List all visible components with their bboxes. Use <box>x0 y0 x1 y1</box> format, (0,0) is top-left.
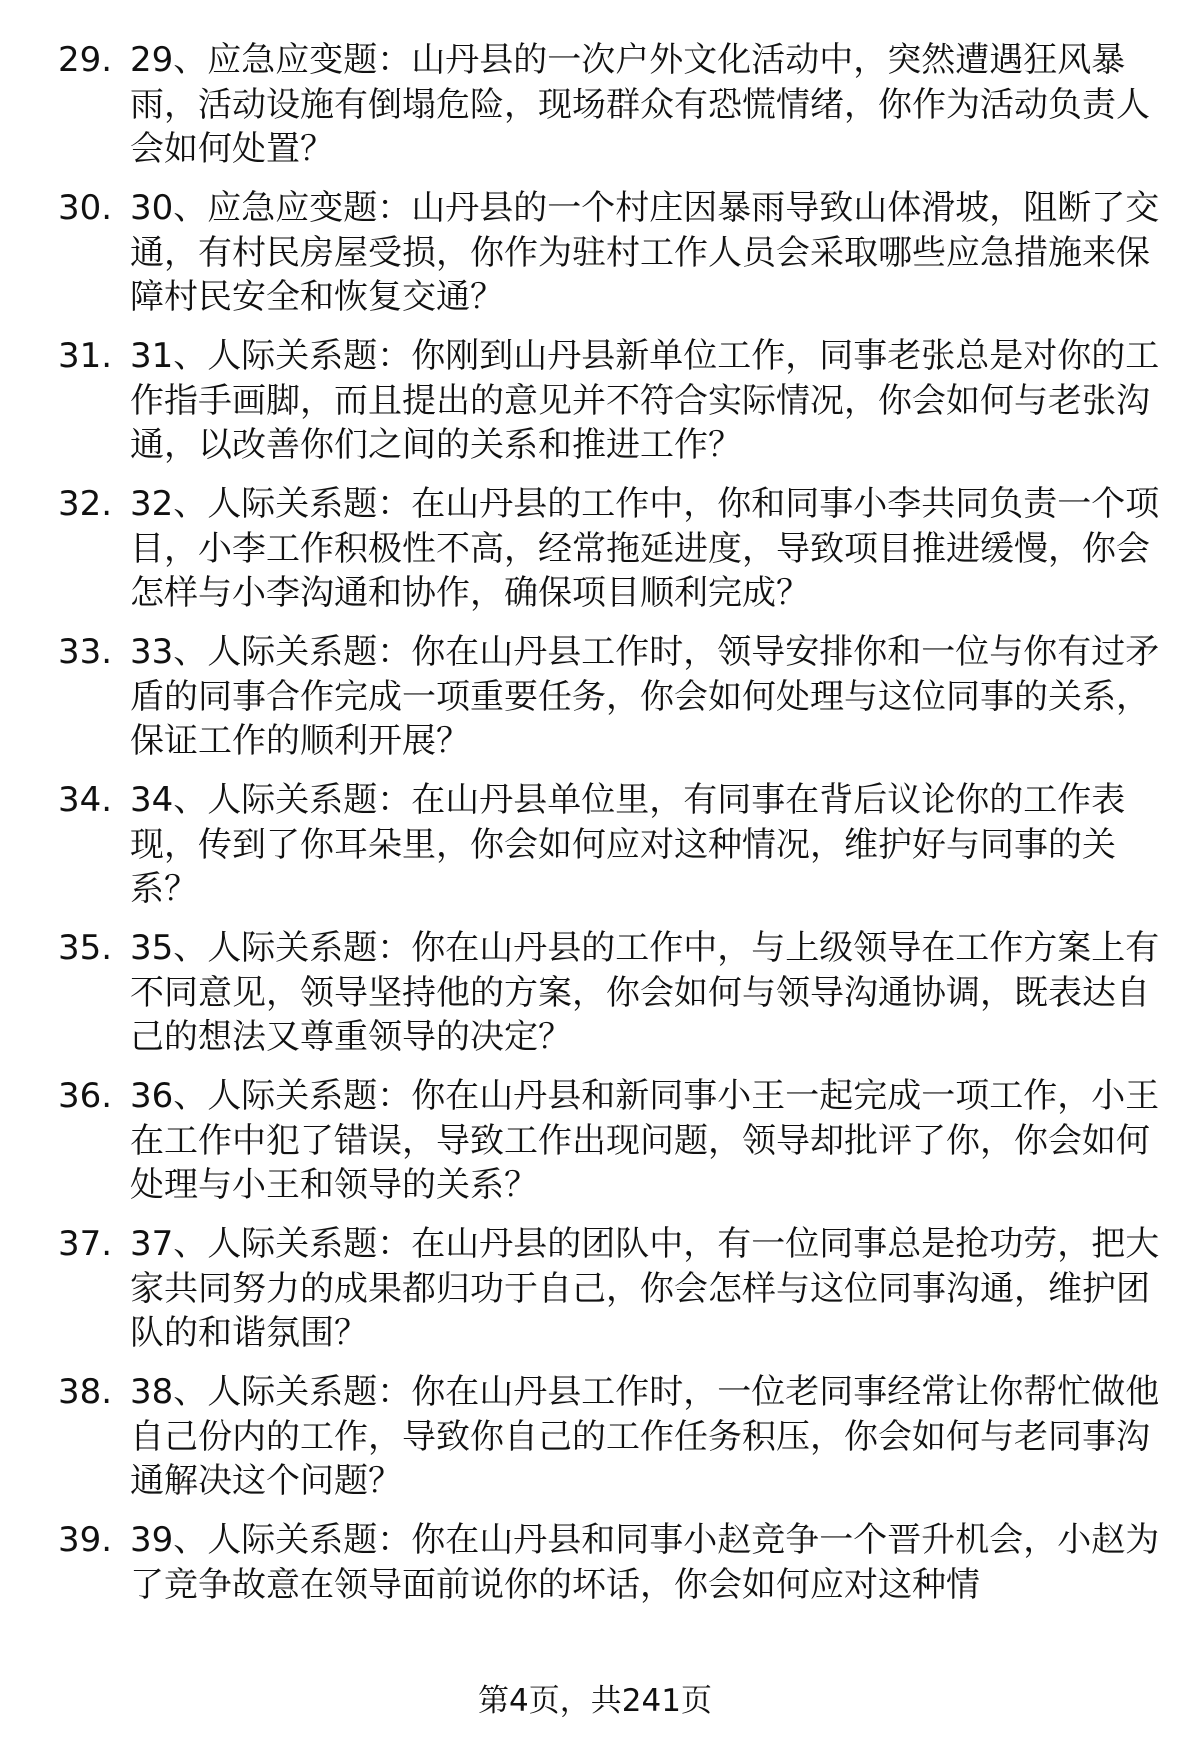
question-number: 36. <box>58 1076 113 1116</box>
question-number: 31. <box>58 336 113 376</box>
question-item-37 <box>0 1222 1190 1356</box>
question-text: 34、人际关系题：在山丹县单位里，有同事在背后议论你的工作表现，传到了你耳朵里，你会如何应对这种情况，维护好与同事的关系？ <box>130 780 1126 909</box>
question-text: 30、应急应变题：山丹县的一个村庄因暴雨导致山体滑坡，阻断了交通，有村民房屋受损，你作为驻村工作人员会采取哪些应急措施来保障村民安全和恢复交通？ <box>130 188 1160 317</box>
question-number: 38. <box>58 1372 113 1412</box>
question-item-34 <box>0 778 1190 912</box>
question-number: 29. <box>58 40 113 80</box>
question-item-30 <box>0 186 1190 320</box>
question-item-35 <box>0 926 1190 1060</box>
question-number: 37. <box>58 1224 113 1264</box>
question-number: 35. <box>58 928 113 968</box>
question-number: 39. <box>58 1520 113 1560</box>
question-item-32 <box>0 482 1190 616</box>
question-text: 36、人际关系题：你在山丹县和新同事小王一起完成一项工作，小王在工作中犯了错误，导致工作出现问题，领导却批评了你，你会如何处理与小王和领导的关系？ <box>130 1076 1160 1205</box>
question-text: 39、人际关系题：你在山丹县和同事小赵竞争一个晋升机会，小赵为了竞争故意在领导面前说你的坏话，你会如何应对这种情 <box>130 1520 1160 1605</box>
question-item-36 <box>0 1074 1190 1208</box>
question-text: 29、应急应变题：山丹县的一次户外文化活动中，突然遭遇狂风暴雨，活动设施有倒塌危险，现场群众有恐慌情绪，你作为活动负责人会如何处置？ <box>130 40 1150 169</box>
page-footer: 第4页，共241页 <box>478 1683 712 1719</box>
question-item-29 <box>0 38 1190 172</box>
question-text: 37、人际关系题：在山丹县的团队中，有一位同事总是抢功劳，把大家共同努力的成果都归功于自己，你会怎样与这位同事沟通，维护团队的和谐氛围？ <box>130 1224 1160 1353</box>
question-item-39 <box>0 1518 1190 1652</box>
question-text: 38、人际关系题：你在山丹县工作时，一位老同事经常让你帮忙做他自己份内的工作，导致你自己的工作任务积压，你会如何与老同事沟通解决这个问题？ <box>130 1372 1160 1501</box>
question-number: 34. <box>58 780 113 820</box>
question-number: 32. <box>58 484 113 524</box>
question-number: 33. <box>58 632 113 672</box>
question-item-38 <box>0 1370 1190 1504</box>
question-text: 35、人际关系题：你在山丹县的工作中，与上级领导在工作方案上有不同意见，领导坚持他的方案，你会如何与领导沟通协调，既表达自己的想法又尊重领导的决定？ <box>130 928 1160 1057</box>
question-list <box>0 38 1190 1666</box>
question-number: 30. <box>58 188 113 228</box>
question-text: 32、人际关系题：在山丹县的工作中，你和同事小李共同负责一个项目，小李工作积极性不高，经常拖延进度，导致项目推进缓慢，你会怎样与小李沟通和协作，确保项目顺利完成？ <box>130 484 1160 613</box>
question-item-31 <box>0 334 1190 468</box>
question-text: 31、人际关系题：你刚到山丹县新单位工作，同事老张总是对你的工作指手画脚，而且提出的意见并不符合实际情况，你会如何与老张沟通，以改善你们之间的关系和推进工作？ <box>130 336 1160 465</box>
question-text: 33、人际关系题：你在山丹县工作时，领导安排你和一位与你有过矛盾的同事合作完成一项重要任务，你会如何处理与这位同事的关系，保证工作的顺利开展？ <box>130 632 1160 761</box>
question-item-33 <box>0 630 1190 764</box>
